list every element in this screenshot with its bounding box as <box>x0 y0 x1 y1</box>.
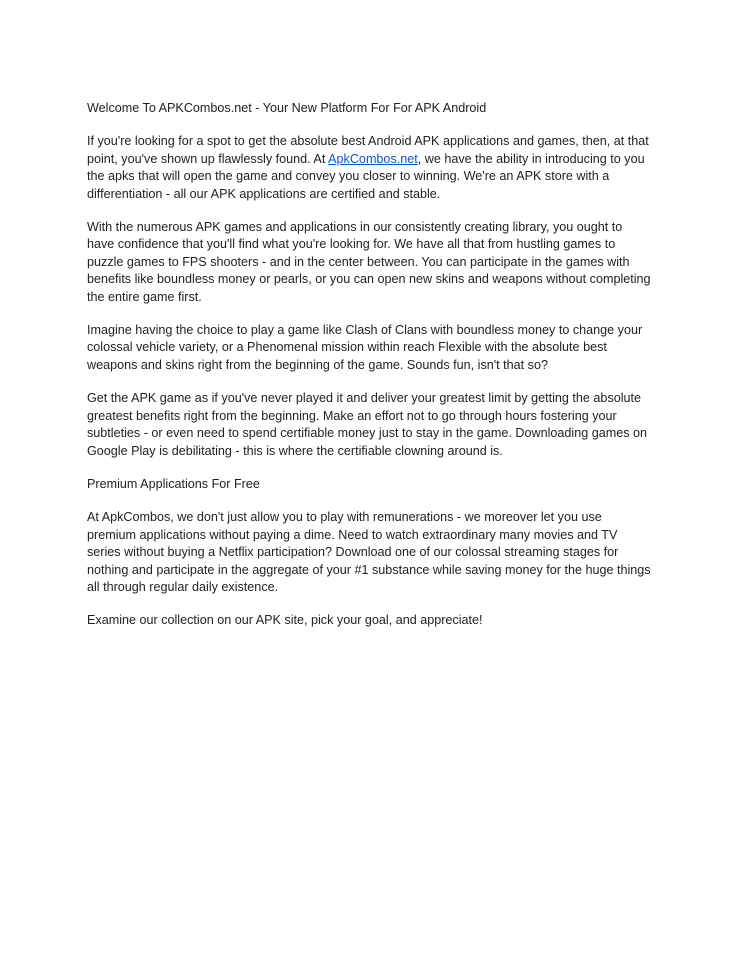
clash-of-clans-paragraph: Imagine having the choice to play a game like Clash of Clans with boundless money to change your colossal vehicle variety, or a Phenomenal mission within reach Flexible with the absolute best weapons and skins right from the beginning of the game. Sounds fun, isn't that so? <box>87 323 643 372</box>
document-title: Welcome To APKCombos.net - Your New Platform For For APK Android <box>87 101 487 115</box>
apkcombos-link[interactable]: ApkCombos.net <box>328 151 418 166</box>
intro-text-before-link: If you're looking for a spot to get the absolute best Android APK applications and games, then, at that point, you've shown up flawlessly found. At <box>87 134 649 166</box>
intro-paragraph <box>87 133 653 203</box>
apk-game-paragraph: Get the APK game as if you've never played it and deliver your greatest limit by getting the absolute greatest benefits right from the beginning. Make an effort not to go through hours fostering your subtleties - or even need to spend certifiable money just to stay in the game. Downloading games on Google Play is debilitating - this is where the certifiable clowning around is. <box>87 391 648 458</box>
premium-paragraph: At ApkCombos, we don't just allow you to play with remunerations - we moreover let you use premium applications without paying a dime. Need to watch extraordinary many movies and TV series without buying a Netflix participation? Download one of our colossal streaming stages for nothing and participate in the aggregate of your #1 substance while saving money for the huge things all through regular daily existence. <box>87 510 651 594</box>
document-page <box>87 100 653 646</box>
premium-subheading: Premium Applications For Free <box>87 476 260 491</box>
library-paragraph: With the numerous APK games and applications in our consistently creating library, you ought to have confidence that you'll find what you're looking for. We have all that from hustling games to puzzle games to FPS shooters - and in the center between. You can participate in the games with benefits like boundless money or pearls, or you can open new skins and weapons without completing the entire game first. <box>87 220 651 304</box>
intro-text-after-link: , we have the ability in introducing to you the apks that will open the game and convey you closer to winning. We're an APK store with a differentiation - all our APK applications are certified and stable. <box>87 151 645 201</box>
closing-paragraph: Examine our collection on our APK site, pick your goal, and appreciate! <box>87 613 483 628</box>
